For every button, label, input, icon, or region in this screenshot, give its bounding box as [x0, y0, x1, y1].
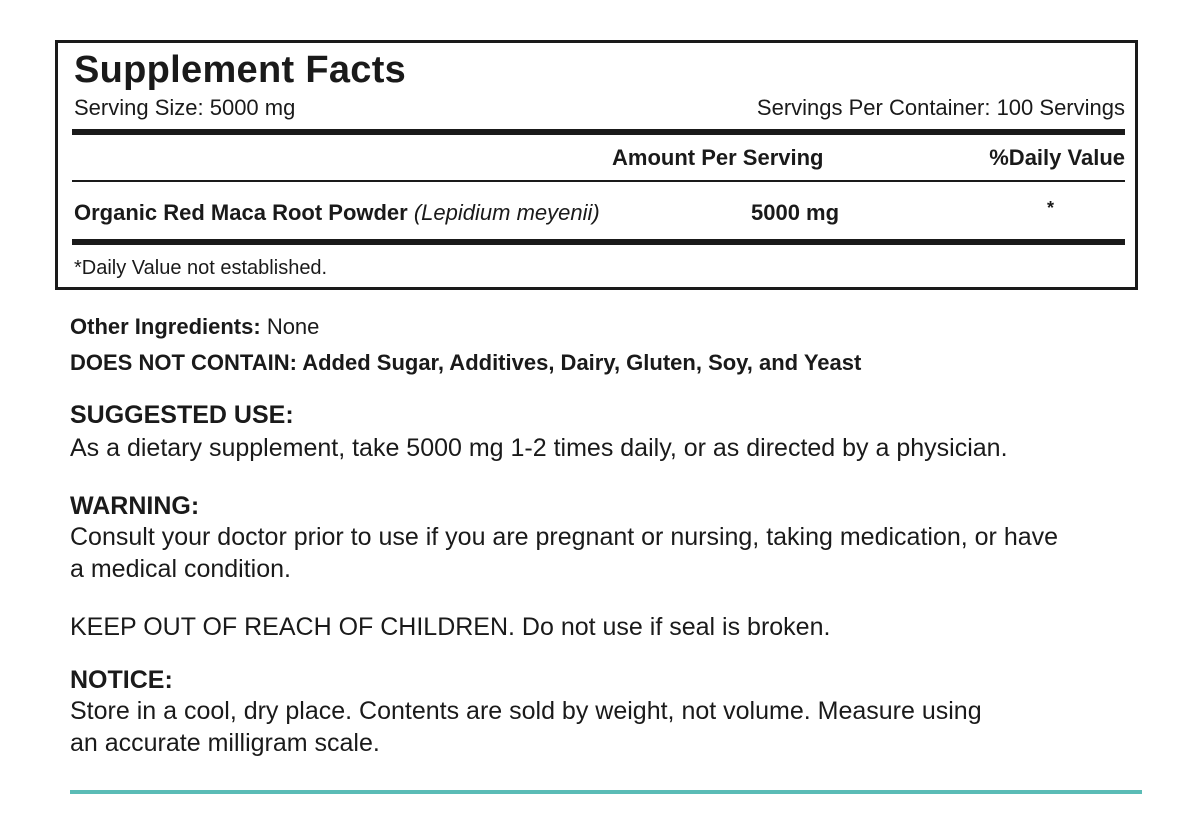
accent-divider — [70, 790, 1142, 794]
thin-divider — [72, 180, 1125, 182]
warning-text-line-2: a medical condition. — [70, 555, 291, 583]
suggested-use-heading: SUGGESTED USE: — [70, 401, 294, 429]
servings-per-container: Servings Per Container: 100 Servings — [756, 95, 1125, 120]
serving-size: Serving Size: 5000 mg — [74, 95, 296, 120]
ingredient-name: Organic Red Maca Root Powder — [74, 200, 408, 225]
keep-out-of-reach: KEEP OUT OF REACH OF CHILDREN. Do not use if seal is broken. — [70, 613, 831, 641]
thick-divider — [72, 129, 1125, 135]
warning-heading: WARNING: — [70, 492, 200, 520]
notice-text-line-2: an accurate milligram scale. — [70, 729, 380, 757]
does-not-contain: DOES NOT CONTAIN: Added Sugar, Additives, Dairy, Gluten, Soy, and Yeast — [70, 350, 862, 375]
suggested-use-text: As a dietary supplement, take 5000 mg 1-2 times daily, or as directed by a physician. — [70, 434, 1008, 462]
ingredient-latin-name: (Lepidium meyenii) — [413, 200, 600, 225]
warning-text-line-1: Consult your doctor prior to use if you are pregnant or nursing, taking medication, or have — [70, 523, 1059, 551]
ingredient-amount: 5000 mg — [751, 200, 840, 225]
ingredient-row-name — [74, 198, 600, 228]
thick-divider-bottom — [72, 239, 1125, 245]
notice-text-line-1: Store in a cool, dry place. Contents are sold by weight, not volume. Measure using — [70, 697, 982, 725]
other-ingredients — [70, 312, 319, 342]
ingredient-daily-value: * — [1047, 198, 1055, 218]
other-ingredients-label: Other Ingredients: — [70, 314, 261, 339]
supplement-facts-panel — [55, 40, 1138, 290]
amount-per-serving-header: Amount Per Serving — [612, 145, 824, 170]
facts-title: Supplement Facts — [74, 49, 407, 91]
daily-value-header: %Daily Value — [989, 145, 1125, 170]
other-ingredients-value: None — [266, 314, 320, 339]
notice-heading: NOTICE: — [70, 666, 173, 694]
daily-value-footnote: *Daily Value not established. — [74, 257, 328, 279]
